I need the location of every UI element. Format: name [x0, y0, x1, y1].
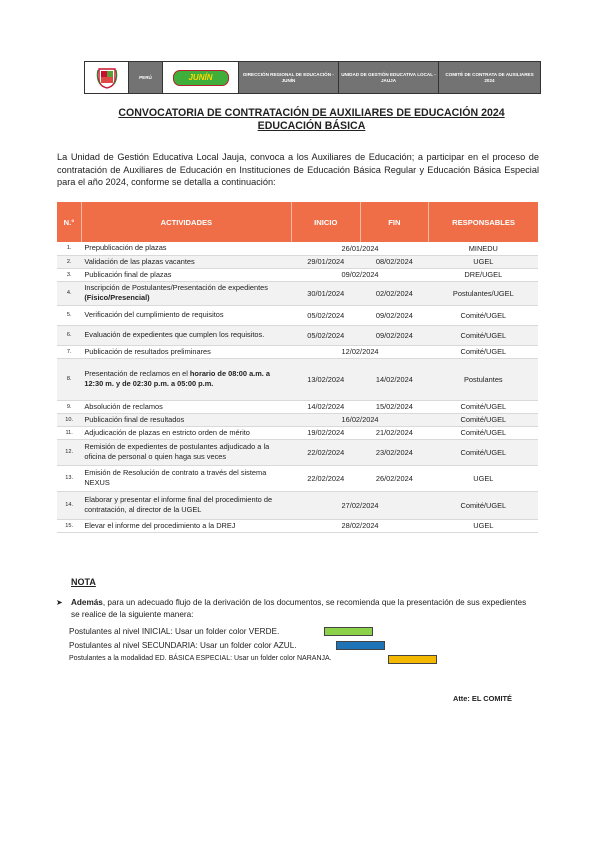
- activity-text: Verificación del cumplimiento de requisitos: [84, 310, 224, 320]
- row-number: 5.: [57, 305, 81, 325]
- ugel-label: UNIDAD DE GESTIÓN EDUCATIVA LOCAL - JAUJA: [339, 62, 439, 93]
- row-responsible: Comité/UGEL: [429, 439, 538, 465]
- row-date-range: 16/02/2024: [291, 413, 428, 426]
- row-end-date: 08/02/2024: [360, 255, 429, 268]
- row-number: 10.: [57, 413, 81, 426]
- row-number: 8.: [57, 358, 81, 400]
- table-row: [57, 345, 538, 358]
- activity-text: Adjudicación de plazas en estricto orden de mérito: [84, 427, 250, 437]
- row-responsible: Comité/UGEL: [429, 345, 538, 358]
- table-row: [57, 305, 538, 325]
- junin-logo: [163, 62, 239, 93]
- arrow-bullet-icon: ➤: [56, 598, 63, 607]
- activity-text: Publicación final de resultados: [84, 414, 185, 424]
- row-responsible: UGEL: [429, 465, 538, 491]
- table-row: [57, 242, 538, 255]
- row-date-range: 26/01/2024: [291, 242, 428, 255]
- row-activity: [81, 345, 291, 358]
- row-number: 9.: [57, 400, 81, 413]
- table-row: [57, 325, 538, 345]
- row-activity: [81, 281, 291, 305]
- row-number: 12.: [57, 439, 81, 465]
- row-activity: [81, 491, 291, 519]
- row-responsible: Comité/UGEL: [429, 413, 538, 426]
- row-responsible: DRE/UGEL: [429, 268, 538, 281]
- intro-paragraph: La Unidad de Gestión Educativa Local Jauja, convoca a los Auxiliares de Educación; a participar en el proceso de contratación de Auxiliares de Educación en Instituciones de Educación Básica Regular y Educación Básica Especial para el año 2024, conforme se detalla a continuación:: [57, 152, 539, 188]
- row-start-date: 05/02/2024: [291, 305, 360, 325]
- junin-logo-mark: JUNÍN: [173, 70, 229, 86]
- activity-text: Presentación de reclamos en el: [84, 369, 190, 379]
- table-row: [57, 426, 538, 439]
- header-responsible: RESPONSABLES: [429, 202, 538, 242]
- row-start-date: 30/01/2024: [291, 281, 360, 305]
- activity-text: Emisión de Resolución de contrato a través del sistema NEXUS: [84, 468, 267, 487]
- row-activity: [81, 519, 291, 532]
- row-number: 6.: [57, 325, 81, 345]
- row-responsible: Postulantes: [429, 358, 538, 400]
- row-start-date: 05/02/2024: [291, 325, 360, 345]
- row-end-date: 21/02/2024: [360, 426, 429, 439]
- row-activity: [81, 439, 291, 465]
- row-activity: [81, 325, 291, 345]
- header-activities: ACTIVIDADES: [81, 202, 291, 242]
- folder-swatch-green: [324, 627, 373, 636]
- row-start-date: 13/02/2024: [291, 358, 360, 400]
- row-number: 2.: [57, 255, 81, 268]
- activity-text: Prepublicación de plazas: [84, 243, 167, 253]
- row-start-date: 22/02/2024: [291, 439, 360, 465]
- row-number: 15.: [57, 519, 81, 532]
- activity-bold-text: (Físico/Presencial): [84, 293, 150, 302]
- nota-bold: Además: [71, 598, 103, 607]
- row-start-date: 29/01/2024: [291, 255, 360, 268]
- row-date-range: 12/02/2024: [291, 345, 428, 358]
- nota-text: , para un adecuado flujo de la derivación de los documentos, se recomienda que la presentación de sus expedientes se realice de la siguiente manera:: [71, 598, 527, 619]
- table-row: [57, 281, 538, 305]
- table-row: [57, 400, 538, 413]
- row-activity: [81, 400, 291, 413]
- folder-note-inicial: Postulantes al nivel INICIAL: Usar un folder color VERDE.: [69, 627, 280, 636]
- row-end-date: 02/02/2024: [360, 281, 429, 305]
- table-row: [57, 491, 538, 519]
- row-start-date: 19/02/2024: [291, 426, 360, 439]
- activity-text: Publicación de resultados preliminares: [84, 346, 211, 356]
- activity-text: Elevar el informe del procedimiento a la DREJ: [84, 520, 236, 530]
- row-end-date: 14/02/2024: [360, 358, 429, 400]
- activities-table: [57, 202, 538, 533]
- activity-text: Inscripción de Postulantes/Presentación de expedientes: [84, 283, 268, 293]
- folder-note-especial: Postulantes a la modalidad ED. BÁSICA ESPECIAL: Usar un folder color NARANJA.: [69, 655, 332, 662]
- row-date-range: 28/02/2024: [291, 519, 428, 532]
- row-activity: [81, 255, 291, 268]
- row-responsible: MINEDU: [429, 242, 538, 255]
- row-activity: [81, 358, 291, 400]
- table-row: [57, 413, 538, 426]
- table-row: [57, 268, 538, 281]
- table-header-row: [57, 202, 538, 242]
- row-end-date: 15/02/2024: [360, 400, 429, 413]
- header-end: FIN: [360, 202, 429, 242]
- row-responsible: Comité/UGEL: [429, 325, 538, 345]
- table-row: [57, 439, 538, 465]
- row-activity: [81, 268, 291, 281]
- row-number: 7.: [57, 345, 81, 358]
- row-number: 13.: [57, 465, 81, 491]
- row-activity: [81, 426, 291, 439]
- row-date-range: 27/02/2024: [291, 491, 428, 519]
- table-row: [57, 255, 538, 268]
- activity-text: Remisión de expedientes de postulantes adjudicado a la oficina de personal o quien haga sus veces: [84, 442, 270, 461]
- row-number: 3.: [57, 268, 81, 281]
- row-end-date: 09/02/2024: [360, 305, 429, 325]
- title-line-2: EDUCACIÓN BÁSICA: [257, 120, 366, 132]
- row-activity: [81, 413, 291, 426]
- folder-swatch-orange: [388, 655, 437, 664]
- title-line-1: CONVOCATORIA DE CONTRATACIÓN DE AUXILIARES DE EDUCACIÓN 2024: [118, 107, 505, 119]
- row-activity: [81, 305, 291, 325]
- comite-label: COMITÉ DE CONTRATA DE AUXILIARES 2024: [439, 62, 540, 93]
- peru-label: PERÚ: [129, 62, 163, 93]
- table-row: [57, 519, 538, 532]
- row-activity: [81, 465, 291, 491]
- folder-note-secundaria: Postulantes al nivel SECUNDARIA: Usar un folder color AZUL.: [69, 641, 297, 650]
- row-activity: [81, 242, 291, 255]
- row-end-date: 26/02/2024: [360, 465, 429, 491]
- row-responsible: Comité/UGEL: [429, 426, 538, 439]
- row-start-date: 22/02/2024: [291, 465, 360, 491]
- row-end-date: 09/02/2024: [360, 325, 429, 345]
- header-num: N.°: [57, 202, 81, 242]
- activity-bold-text: horario de 08:00 a.m. a 12:30 m. y de 02:30 p.m. a 05:00 p.m.: [84, 369, 271, 388]
- row-number: 11.: [57, 426, 81, 439]
- row-end-date: 23/02/2024: [360, 439, 429, 465]
- row-responsible: UGEL: [429, 519, 538, 532]
- row-number: 14.: [57, 491, 81, 519]
- shield-icon: [96, 66, 118, 90]
- row-responsible: Postulantes/UGEL: [429, 281, 538, 305]
- activity-text: Publicación final de plazas: [84, 269, 172, 279]
- nota-heading: NOTA: [71, 577, 96, 587]
- peru-shield-logo: [85, 62, 129, 93]
- dre-label: DIRECCIÓN REGIONAL DE EDUCACIÓN - JUNÍN: [239, 62, 339, 93]
- activity-text: Evaluación de expedientes que cumplen los requisitos.: [84, 330, 265, 340]
- row-responsible: Comité/UGEL: [429, 400, 538, 413]
- nota-paragraph: [56, 597, 536, 621]
- row-responsible: Comité/UGEL: [429, 491, 538, 519]
- table-body: [57, 242, 538, 532]
- table-row: [57, 358, 538, 400]
- page-title: [84, 107, 539, 133]
- document-header: [84, 61, 541, 94]
- header-start: INICIO: [291, 202, 360, 242]
- activity-text: Validación de las plazas vacantes: [84, 256, 195, 266]
- row-date-range: 09/02/2024: [291, 268, 428, 281]
- row-responsible: Comité/UGEL: [429, 305, 538, 325]
- activity-text: Absolución de reclamos: [84, 401, 163, 411]
- row-number: 4.: [57, 281, 81, 305]
- folder-swatch-blue: [336, 641, 385, 650]
- table-row: [57, 465, 538, 491]
- signature: Atte: EL COMITÉ: [453, 694, 512, 703]
- activity-text: Elaborar y presentar el informe final del procedimiento de contratación, al director de la UGEL: [84, 495, 273, 514]
- row-start-date: 14/02/2024: [291, 400, 360, 413]
- row-responsible: UGEL: [429, 255, 538, 268]
- row-number: 1.: [57, 242, 81, 255]
